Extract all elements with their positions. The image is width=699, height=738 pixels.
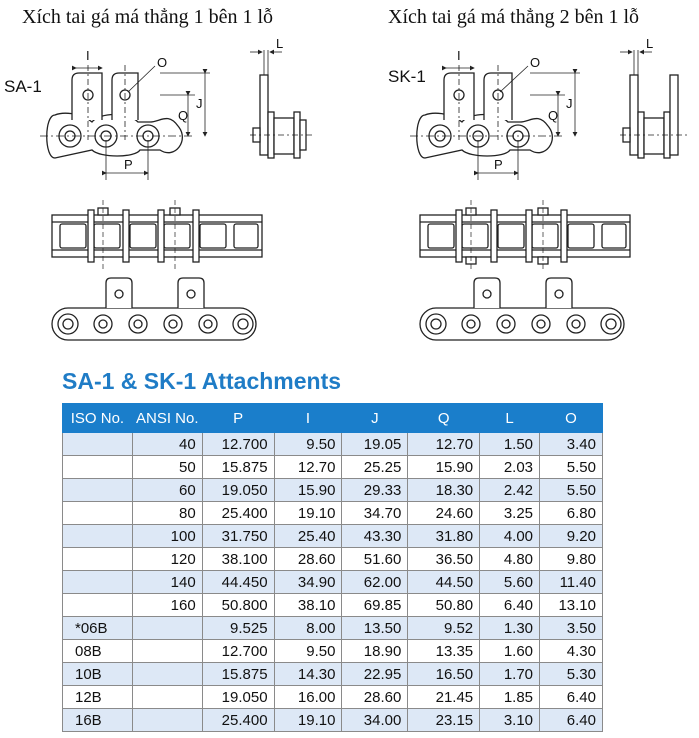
cell-ansi — [132, 640, 202, 663]
cell-iso: 12B — [63, 686, 133, 709]
header-iso: ISO No. — [63, 404, 133, 433]
cell-o: 4.30 — [540, 640, 603, 663]
cell-i: 14.30 — [274, 663, 342, 686]
cell-p: 25.400 — [202, 709, 274, 732]
cell-ansi: 120 — [132, 548, 202, 571]
cell-ansi: 80 — [132, 502, 202, 525]
cell-p: 31.750 — [202, 525, 274, 548]
cell-q: 23.15 — [408, 709, 480, 732]
cell-q: 9.52 — [408, 617, 480, 640]
table-row — [63, 479, 603, 502]
cell-i: 9.50 — [274, 640, 342, 663]
table-row — [63, 709, 603, 732]
cell-i: 12.70 — [274, 456, 342, 479]
cell-ansi: 140 — [132, 571, 202, 594]
cell-p: 19.050 — [202, 479, 274, 502]
cell-iso: 10B — [63, 663, 133, 686]
sa1-end-view — [250, 50, 315, 158]
cell-iso: 08B — [63, 640, 133, 663]
cell-l: 1.30 — [480, 617, 540, 640]
cell-l: 4.00 — [480, 525, 540, 548]
cell-l: 1.60 — [480, 640, 540, 663]
cell-q: 50.80 — [408, 594, 480, 617]
cell-l: 2.42 — [480, 479, 540, 502]
cell-iso — [63, 525, 133, 548]
cell-ansi — [132, 663, 202, 686]
cell-iso — [63, 594, 133, 617]
sk1-dim-q: Q — [548, 108, 559, 123]
title-right: Xích tai gá má thẳng 2 bên 1 lỗ — [388, 6, 640, 28]
cell-i: 19.10 — [274, 502, 342, 525]
cell-q: 31.80 — [408, 525, 480, 548]
cell-i: 9.50 — [274, 433, 342, 456]
sk1-dim-o: O — [530, 55, 541, 70]
cell-l: 2.03 — [480, 456, 540, 479]
cell-o: 9.80 — [540, 548, 603, 571]
sk1-end-view — [620, 50, 690, 158]
cell-q: 36.50 — [408, 548, 480, 571]
sa1-dim-j: J — [196, 96, 203, 111]
cell-p: 44.450 — [202, 571, 274, 594]
cell-i: 38.10 — [274, 594, 342, 617]
table-row — [63, 433, 603, 456]
header-ansi: ANSI No. — [132, 404, 202, 433]
cell-i: 25.40 — [274, 525, 342, 548]
cell-l: 1.50 — [480, 433, 540, 456]
cell-iso — [63, 548, 133, 571]
cell-ansi — [132, 686, 202, 709]
cell-o: 5.50 — [540, 479, 603, 502]
sk1-chain-view — [420, 278, 624, 340]
cell-ansi — [132, 709, 202, 732]
cell-q: 16.50 — [408, 663, 480, 686]
cell-iso — [63, 456, 133, 479]
cell-j: 34.70 — [342, 502, 408, 525]
cell-iso — [63, 502, 133, 525]
sk1-dim-l: L — [646, 36, 654, 51]
cell-i: 8.00 — [274, 617, 342, 640]
cell-iso: 16B — [63, 709, 133, 732]
header-o: O — [540, 404, 603, 433]
table-body — [63, 433, 603, 732]
cell-q: 13.35 — [408, 640, 480, 663]
header-q: Q — [408, 404, 480, 433]
table-row — [63, 640, 603, 663]
sk1-dim-i: I — [457, 48, 461, 63]
cell-q: 21.45 — [408, 686, 480, 709]
cell-ansi: 50 — [132, 456, 202, 479]
header-j: J — [342, 404, 408, 433]
cell-j: 19.05 — [342, 433, 408, 456]
cell-o: 9.20 — [540, 525, 603, 548]
header-l: L — [480, 404, 540, 433]
cell-ansi: 60 — [132, 479, 202, 502]
cell-p: 19.050 — [202, 686, 274, 709]
cell-p: 50.800 — [202, 594, 274, 617]
cell-p: 12.700 — [202, 640, 274, 663]
cell-j: 13.50 — [342, 617, 408, 640]
cell-j: 69.85 — [342, 594, 408, 617]
table-row — [63, 548, 603, 571]
cell-j: 22.95 — [342, 663, 408, 686]
cell-iso — [63, 571, 133, 594]
sk1-dim-p: P — [494, 157, 503, 172]
sa1-dim-p: P — [124, 157, 133, 172]
cell-p: 15.875 — [202, 663, 274, 686]
table-row — [63, 663, 603, 686]
sa1-chain-view — [52, 278, 256, 340]
table-row — [63, 617, 603, 640]
cell-l: 3.25 — [480, 502, 540, 525]
sa1-dim-l: L — [276, 36, 284, 51]
cell-o: 11.40 — [540, 571, 603, 594]
cell-o: 3.40 — [540, 433, 603, 456]
cell-iso — [63, 433, 133, 456]
sa1-dim-q: Q — [178, 108, 189, 123]
cell-p: 15.875 — [202, 456, 274, 479]
sa1-dim-i: I — [86, 48, 90, 63]
cell-i: 34.90 — [274, 571, 342, 594]
cell-j: 51.60 — [342, 548, 408, 571]
sk1-code-label: SK-1 — [388, 67, 426, 86]
cell-l: 6.40 — [480, 594, 540, 617]
cell-ansi: 40 — [132, 433, 202, 456]
cell-i: 16.00 — [274, 686, 342, 709]
cell-ansi — [132, 617, 202, 640]
table-row — [63, 571, 603, 594]
table-row — [63, 686, 603, 709]
cell-p: 38.100 — [202, 548, 274, 571]
cell-l: 3.10 — [480, 709, 540, 732]
header-i: I — [274, 404, 342, 433]
cell-o: 5.30 — [540, 663, 603, 686]
cell-o: 13.10 — [540, 594, 603, 617]
attachments-table — [62, 403, 603, 732]
cell-l: 1.85 — [480, 686, 540, 709]
cell-p: 25.400 — [202, 502, 274, 525]
cell-ansi: 100 — [132, 525, 202, 548]
cell-j: 18.90 — [342, 640, 408, 663]
cell-iso: *06B — [63, 617, 133, 640]
cell-i: 28.60 — [274, 548, 342, 571]
cell-l: 4.80 — [480, 548, 540, 571]
cell-o: 6.40 — [540, 686, 603, 709]
sa1-dim-o: O — [157, 55, 168, 70]
cell-j: 62.00 — [342, 571, 408, 594]
cell-j: 25.25 — [342, 456, 408, 479]
cell-q: 12.70 — [408, 433, 480, 456]
cell-l: 1.70 — [480, 663, 540, 686]
cell-q: 18.30 — [408, 479, 480, 502]
cell-o: 6.80 — [540, 502, 603, 525]
cell-iso — [63, 479, 133, 502]
table-row — [63, 456, 603, 479]
cell-q: 24.60 — [408, 502, 480, 525]
cell-o: 3.50 — [540, 617, 603, 640]
cell-j: 34.00 — [342, 709, 408, 732]
cell-o: 5.50 — [540, 456, 603, 479]
table-row — [63, 502, 603, 525]
cell-o: 6.40 — [540, 709, 603, 732]
cell-p: 12.700 — [202, 433, 274, 456]
table-row — [63, 594, 603, 617]
cell-q: 15.90 — [408, 456, 480, 479]
cell-ansi: 160 — [132, 594, 202, 617]
cell-p: 9.525 — [202, 617, 274, 640]
cell-i: 15.90 — [274, 479, 342, 502]
cell-j: 28.60 — [342, 686, 408, 709]
sk1-dim-j: J — [566, 96, 573, 111]
table-header-row — [63, 404, 603, 433]
header-p: P — [202, 404, 274, 433]
sa1-code-label: SA-1 — [4, 77, 42, 96]
table-row — [63, 525, 603, 548]
cell-q: 44.50 — [408, 571, 480, 594]
cell-j: 43.30 — [342, 525, 408, 548]
cell-l: 5.60 — [480, 571, 540, 594]
sk1-top-view — [420, 200, 630, 270]
section-title: SA-1 & SK-1 Attachments — [62, 368, 342, 394]
cell-i: 19.10 — [274, 709, 342, 732]
sa1-top-view — [52, 200, 262, 270]
cell-j: 29.33 — [342, 479, 408, 502]
title-left: Xích tai gá má thẳng 1 bên 1 lỗ — [22, 6, 274, 28]
